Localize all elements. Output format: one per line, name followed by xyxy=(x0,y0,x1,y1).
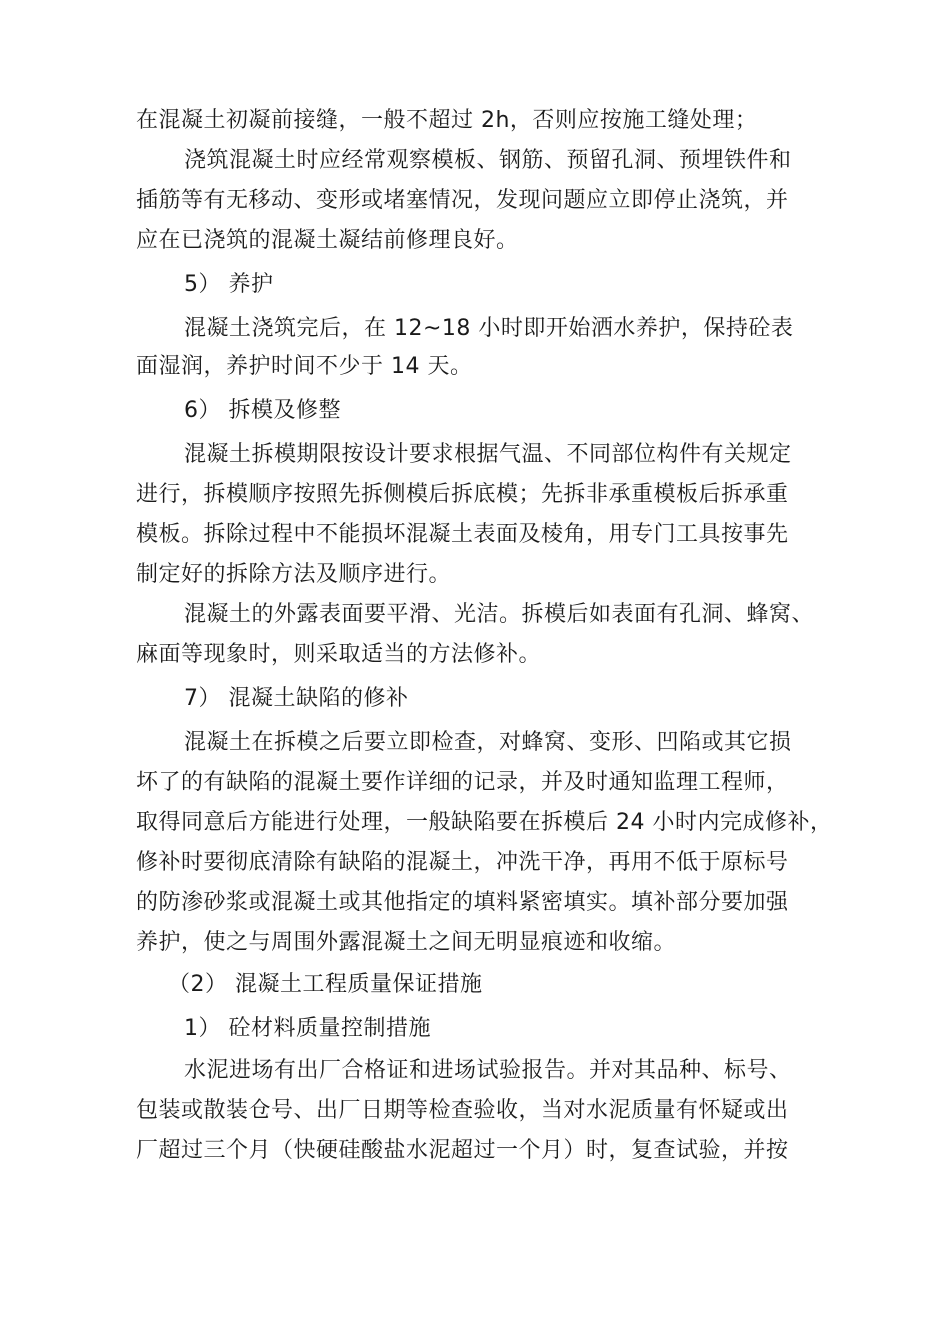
paragraph-line: 面湿润，养护时间不少于 14 天。 xyxy=(136,354,473,379)
paragraph-line: 修补时要彻底清除有缺陷的混凝土，冲洗干净，再用不低于原标号 xyxy=(136,850,789,875)
paragraph-line: 混凝土在拆模之后要立即检查，对蜂窝、变形、凹陷或其它损 xyxy=(184,730,792,755)
section-heading: 1） 砼材料质量控制措施 xyxy=(184,1016,431,1041)
paragraph-line: 水泥进场有出厂合格证和进场试验报告。并对其品种、标号、 xyxy=(184,1058,792,1083)
section-heading: 6） 拆模及修整 xyxy=(184,398,341,423)
paragraph-line: 模板。拆除过程中不能损坏混凝土表面及棱角，用专门工具按事先 xyxy=(136,522,789,547)
paragraph-line: 混凝土的外露表面要平滑、光洁。拆模后如表面有孔洞、蜂窝、 xyxy=(184,602,815,627)
paragraph-line: 混凝土浇筑完后，在 12~18 小时即开始洒水养护，保持砼表 xyxy=(184,316,794,341)
section-heading: （2） 混凝土工程质量保证措施 xyxy=(168,972,483,997)
paragraph-line: 浇筑混凝土时应经常观察模板、钢筋、预留孔洞、预埋铁件和 xyxy=(184,148,792,173)
paragraph-line: 养护，使之与周围外露混凝土之间无明显痕迹和收缩。 xyxy=(136,930,677,955)
section-heading: 7） 混凝土缺陷的修补 xyxy=(184,686,409,711)
paragraph-line: 插筋等有无移动、变形或堵塞情况，发现问题应立即停止浇筑，并 xyxy=(136,188,789,213)
paragraph-line: 混凝土拆模期限按设计要求根据气温、不同部位构件有关规定 xyxy=(184,442,792,467)
paragraph-line: 取得同意后方能进行处理，一般缺陷要在拆模后 24 小时内完成修补， xyxy=(136,810,833,835)
paragraph-line: 进行，拆模顺序按照先拆侧模后拆底模；先拆非承重模板后拆承重 xyxy=(136,482,789,507)
paragraph-line: 包装或散装仓号、出厂日期等检查验收，当对水泥质量有怀疑或出 xyxy=(136,1098,789,1123)
paragraph-line: 麻面等现象时，则采取适当的方法修补。 xyxy=(136,642,542,667)
paragraph-line: 的防渗砂浆或混凝土或其他指定的填料紧密填实。填补部分要加强 xyxy=(136,890,789,915)
paragraph-line: 应在已浇筑的混凝土凝结前修理良好。 xyxy=(136,228,519,253)
paragraph-line: 厂超过三个月（快硬硅酸盐水泥超过一个月）时，复查试验，并按 xyxy=(136,1138,789,1163)
paragraph-line: 坏了的有缺陷的混凝土要作详细的记录，并及时通知监理工程师， xyxy=(136,770,789,795)
paragraph-line: 在混凝土初凝前接缝，一般不超过 2h，否则应按施工缝处理； xyxy=(136,108,758,133)
section-heading: 5） 养护 xyxy=(184,272,274,297)
paragraph-line: 制定好的拆除方法及顺序进行。 xyxy=(136,562,452,587)
